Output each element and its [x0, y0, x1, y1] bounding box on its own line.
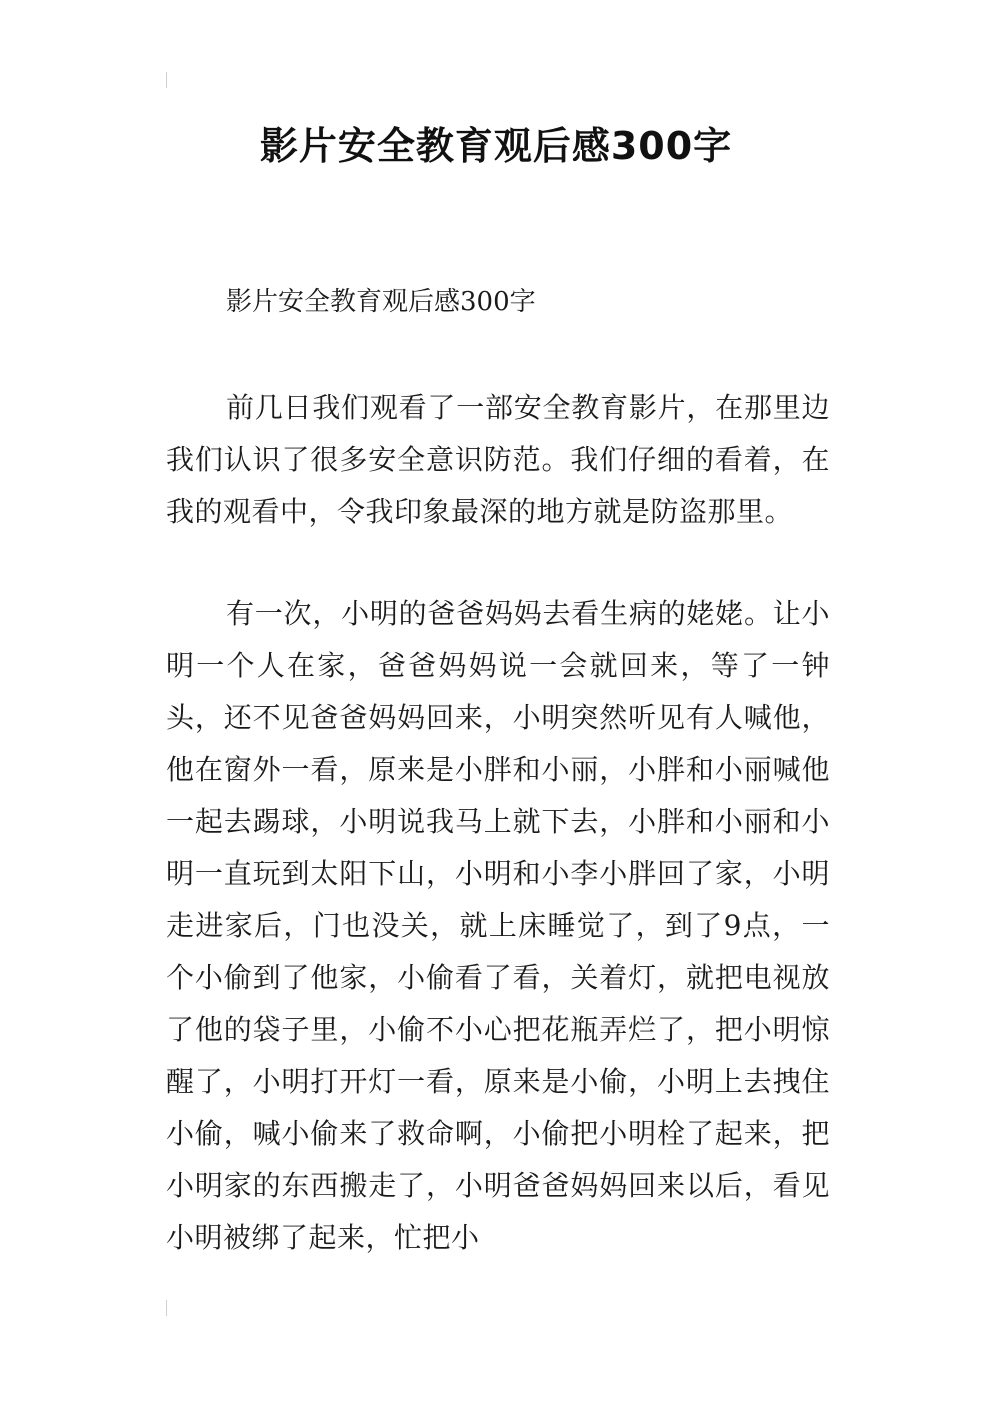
document-title: 影片安全教育观后感300字 [259, 124, 733, 168]
document-subtitle: 影片安全教育观后感300字 [226, 287, 536, 317]
page-corner-mark-top [166, 72, 167, 88]
paragraph-intro: 前几日我们观看了一部安全教育影片，在那里边我们认识了很多安全意识防范。我们仔细的看着，在我的观看中，令我印象最深的地方就是防盗那里。 [166, 391, 830, 528]
paragraph-story: 有一次，小明的爸爸妈妈去看生病的姥姥。让小明一个人在家，爸爸妈妈说一会就回来，等了一钟头，还不见爸爸妈妈回来，小明突然听见有人喊他，他在窗外一看，原来是小胖和小丽，小胖和小丽喊他一起去踢球，小明说我马上就下去，小胖和小丽和小明一直玩到太阳下山，小明和小李小胖回了家，小明走进家后，门也没关，就上床睡觉了，到了9点，一个小偷到了他家，小偷看了看，关着灯，就把电视放了他的袋子里，小偷不小心把花瓶弄烂了，把小明惊醒了，小明打开灯一看，原来是小偷，小明上去拽住小偷，喊小偷来了救命啊，小偷把小明栓了起来，把小明家的东西搬走了，小明爸爸妈妈回来以后，看见小明被绑了起来，忙把小 [166, 597, 830, 1254]
page-corner-mark-bottom [166, 1300, 167, 1316]
